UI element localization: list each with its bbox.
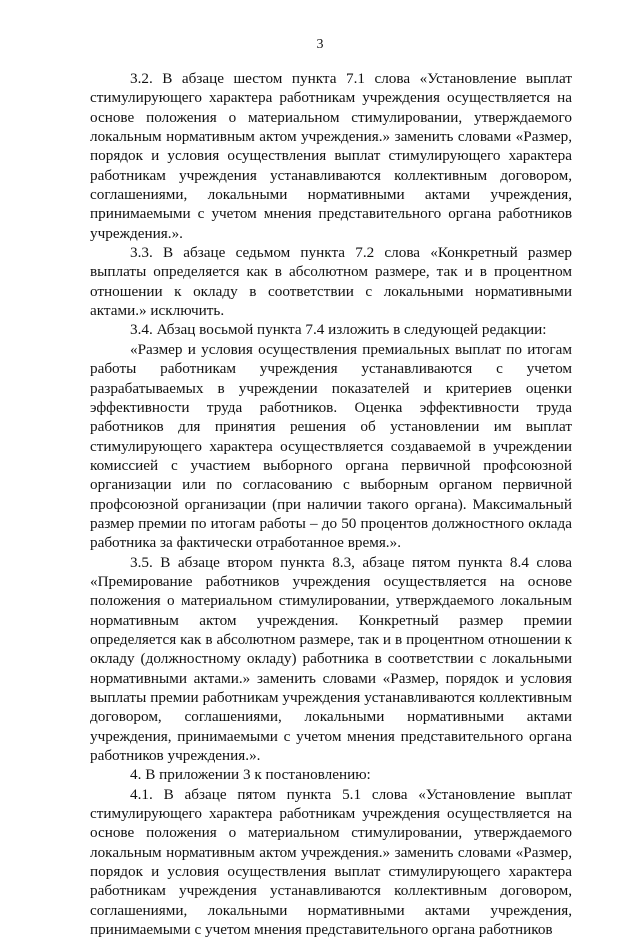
page-number: 3 — [316, 37, 324, 52]
paragraph-4-1: 4.1. В абзаце пятом пункта 5.1 слова «Установление выплат стимулирующего характера работникам учреждения осуществляется на основе положения о материальном стимулировании, утверждаемого локальным нормативным актом учреждения.» заменить словами «Размер, порядок и условия осуществления выплат стимулирующего характера работникам учреждения устанавливаются коллективным договором, соглашениями, локальными нормативными актами учреждения, принимаемыми с учетом мнения представительного органа работников — [90, 785, 576, 939]
paragraph-3-4-text: «Размер и условия осуществления премиальных выплат по итогам работы работникам учреждения устанавливаются с учетом разрабатываемых в учреждении показателей и критериев оценки эффективности труда работников. Оценка эффективности труда работников для принятия решения об установлении им выплат стимулирующего характера осуществляется создаваемой в учреждении комиссией с участием выборного органа первичной профсоюзной организации или по согласованию с выборным органом первичной профсоюзной организации (при наличии такого органа). Максимальный размер премии по итогам работы – до 50 процентов должностного оклада работника за фактически отработанное время.». — [90, 340, 576, 552]
paragraph-3-4: 3.4. Абзац восьмой пункта 7.4 изложить в следующей редакции: — [130, 321, 547, 339]
paragraph-3-5: 3.5. В абзаце втором пункта 8.3, абзаце пятом пункта 8.4 слова «Премирование работников учреждения осуществляется на основе положения о материальном стимулировании, утверждаемого локальным нормативным актом учреждения. Конкретный размер премии определяется как в абсолютном размере, так и в процентном отношении к окладу (должностному окладу) работника в соответствии с локальными нормативными актами.» заменить словами «Размер, порядок и условия выплаты премии работникам учреждения устанавливаются коллективным договором, соглашениями, локальными нормативными актами учреждения, принимаемыми с учетом мнения представительного органа работников учреждения.». — [90, 553, 576, 765]
paragraph-3-2: 3.2. В абзаце шестом пункта 7.1 слова «Установление выплат стимулирующего характера работникам учреждения осуществляется на основе положения о материальном стимулировании, утверждаемого локальным нормативным актом учреждения.» заменить словами «Размер, порядок и условия осуществления выплат стимулирующего характера работникам учреждения устанавливаются коллективным договором, соглашениями, локальными нормативными актами учреждения, принимаемыми с учетом мнения представительного органа работников учреждения.». — [90, 70, 576, 242]
paragraph-4: 4. В приложении 3 к постановлению: — [130, 766, 371, 784]
paragraph-3-3: 3.3. В абзаце седьмом пункта 7.2 слова «Конкретный размер выплаты определяется как в абсолютном размере, так и в процентном отношении к окладу в соответствии с локальными нормативными актами.» исключить. — [90, 244, 576, 320]
document-body — [90, 69, 576, 939]
